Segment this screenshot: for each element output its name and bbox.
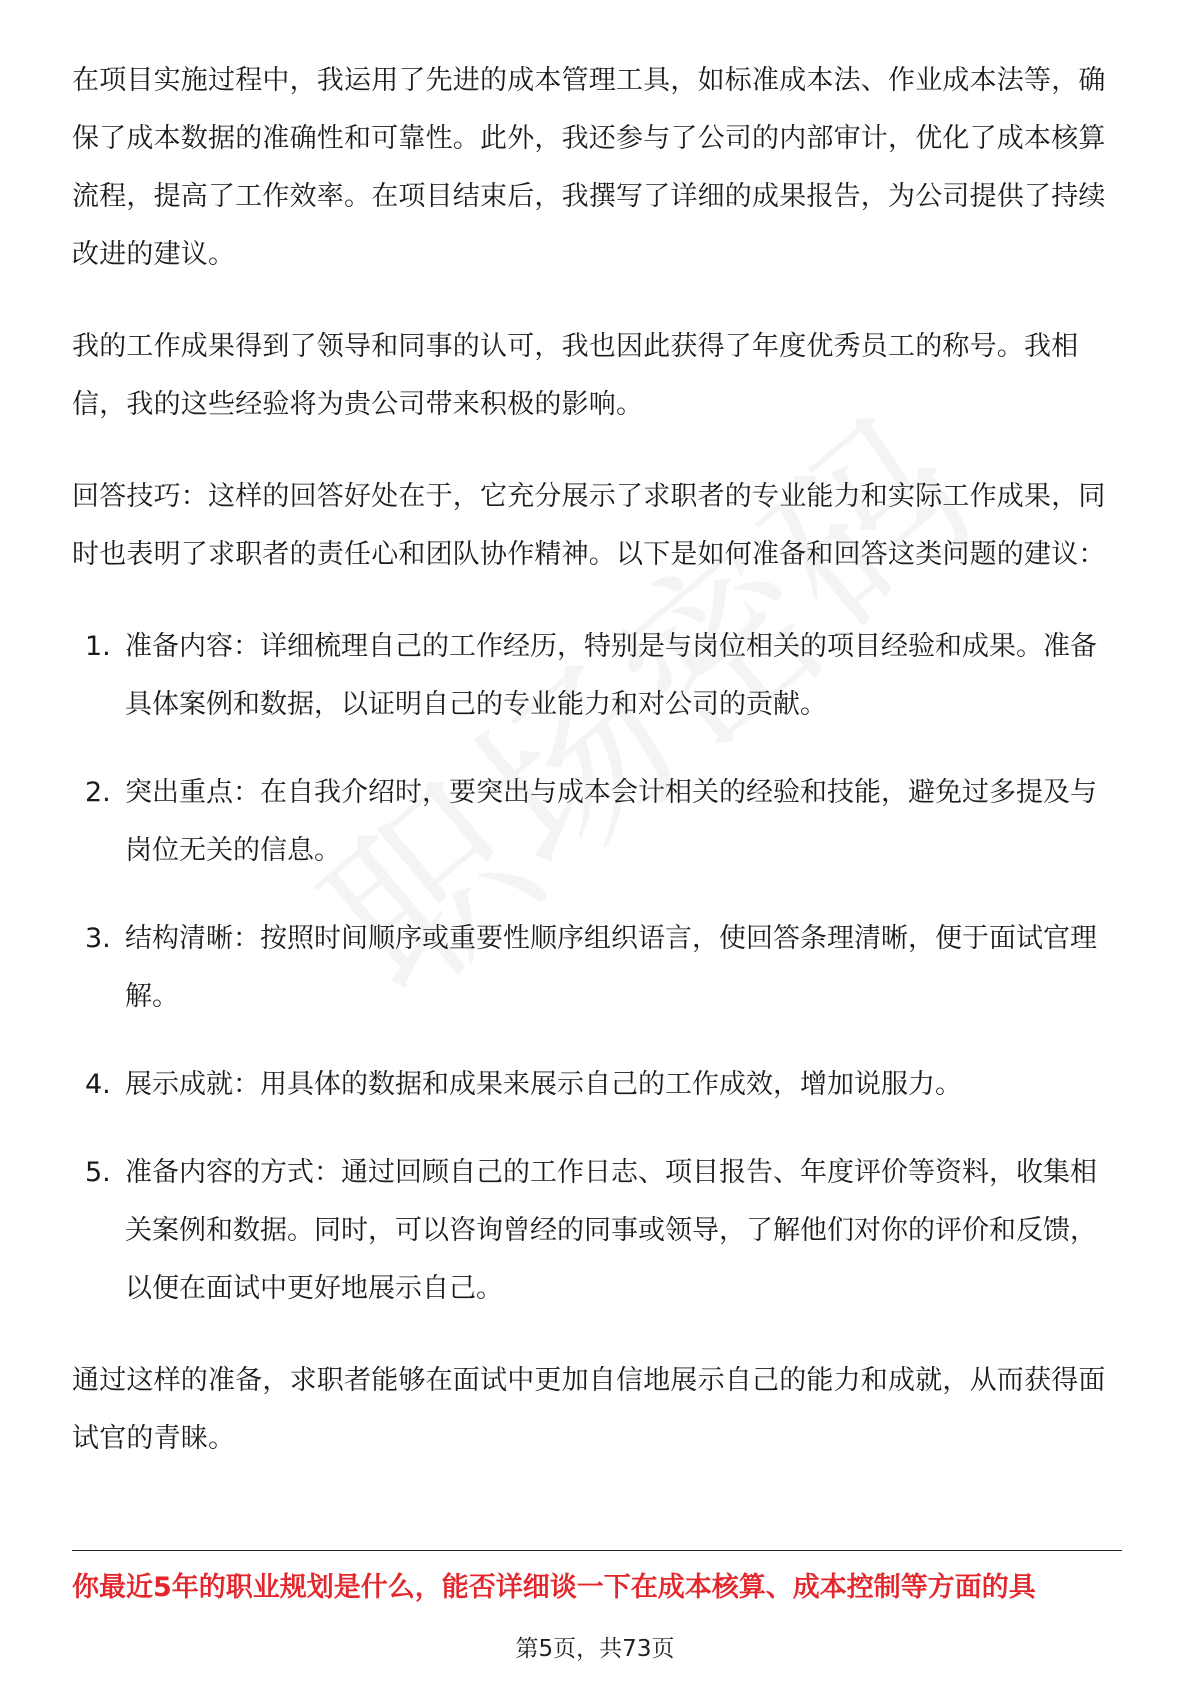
list-item-text: 准备内容：详细梳理自己的工作经历，特别是与岗位相关的项目经验和成果。准备具体案例和数据，以证明自己的专业能力和对公司的贡献。 [125, 631, 1097, 720]
list-item-number: 5. [85, 1157, 111, 1188]
list-item [72, 764, 1122, 880]
paragraph-work-results: 我的工作成果得到了领导和同事的认可，我也因此获得了年度优秀员工的称号。我相信，我的这些经验将为贵公司带来积极的影响。 [72, 331, 1079, 420]
list-item-text: 结构清晰：按照时间顺序或重要性顺序组织语言，使回答条理清晰，便于面试官理解。 [125, 923, 1097, 1012]
list-item-text: 突出重点：在自我介绍时，要突出与成本会计相关的经验和技能，避免过多提及与岗位无关的信息。 [125, 777, 1097, 866]
list-item [72, 910, 1122, 1026]
next-question-heading: 你最近5年的职业规划是什么，能否详细谈一下在成本核算、成本控制等方面的具 [72, 1572, 1036, 1603]
paragraph-project-implementation: 在项目实施过程中，我运用了先进的成本管理工具，如标准成本法、作业成本法等，确保了成本数据的准确性和可靠性。此外，我还参与了公司的内部审计，优化了成本核算流程，提高了工作效率。在项目结束后，我撰写了详细的成果报告，为公司提供了持续改进的建议。 [72, 65, 1106, 270]
section-divider [72, 1550, 1122, 1551]
list-item-number: 1. [85, 631, 111, 662]
list-item [72, 618, 1122, 734]
list-item-number: 3. [85, 923, 111, 954]
list-item-text: 准备内容的方式：通过回顾自己的工作日志、项目报告、年度评价等资料，收集相关案例和数据。同时，可以咨询曾经的同事或领导，了解他们对你的评价和反馈，以便在面试中更好地展示自己。 [125, 1157, 1097, 1304]
list-item-number: 2. [85, 777, 111, 808]
paragraph-closing: 通过这样的准备，求职者能够在面试中更加自信地展示自己的能力和成就，从而获得面试官的青睐。 [72, 1365, 1106, 1454]
page-number: 第5页，共73页 [515, 1636, 675, 1662]
tips-list [72, 618, 1122, 1318]
list-item-number: 4. [85, 1069, 111, 1100]
list-item [72, 1056, 1122, 1114]
page-content [72, 52, 1122, 1502]
list-item [72, 1144, 1122, 1318]
paragraph-answer-tips: 回答技巧：这样的回答好处在于，它充分展示了求职者的专业能力和实际工作成果，同时也表明了求职者的责任心和团队协作精神。以下是如何准备和回答这类问题的建议： [72, 481, 1106, 570]
list-item-text: 展示成就：用具体的数据和成果来展示自己的工作成效，增加说服力。 [125, 1069, 962, 1100]
